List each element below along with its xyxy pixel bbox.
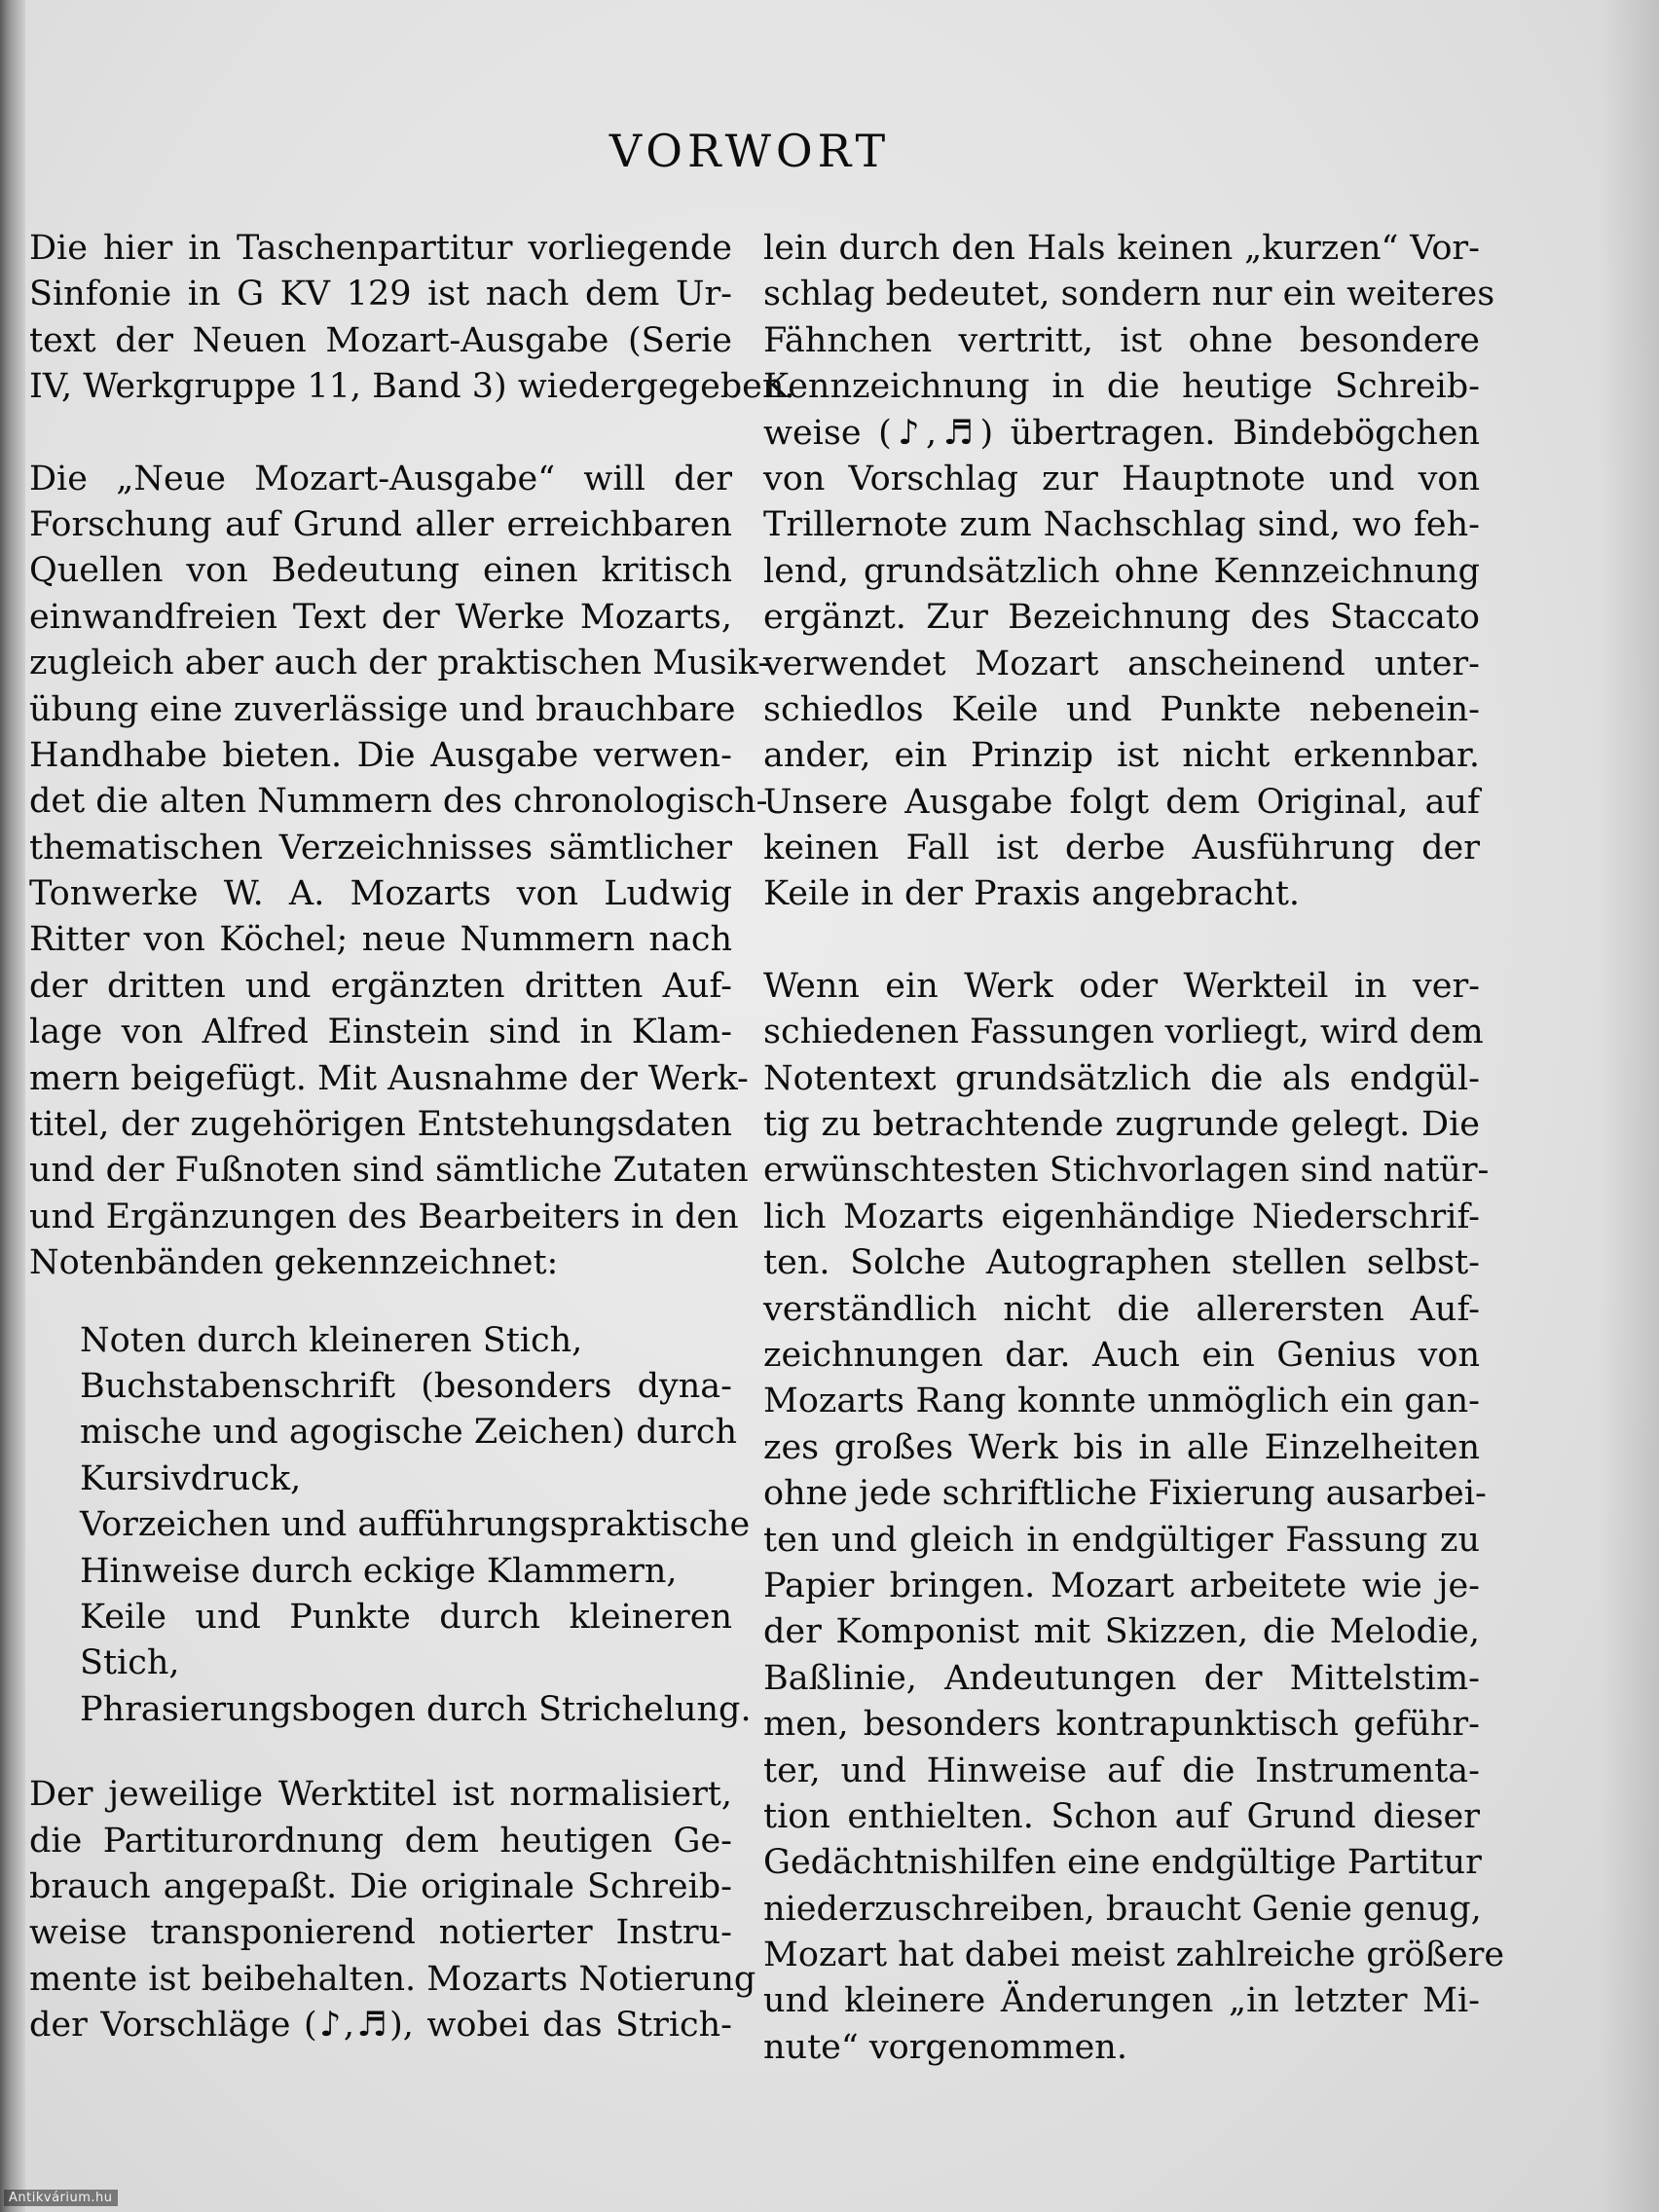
text-line: Trillernote zum Nachschlag sind, wo feh- [763,505,1480,545]
text-line: Papier bringen. Mozart arbeitete wie je- [763,1566,1480,1605]
text-line: det die alten Nummern des chronologisch- [29,782,768,822]
text-line: text der Neuen Mozart-Ausgabe (Serie [29,320,732,360]
list-item [80,1364,738,1502]
right-column [763,226,1505,2117]
text-line: Unsere Ausgabe folgt dem Original, auf [763,782,1480,822]
text-line: Mozart hat dabei meist zahlreiche größere [763,1936,1505,1975]
text-line: ter, und Hinweise auf die Instrumenta- [763,1751,1480,1790]
text-line: nute“ vorgenommen. [763,2027,1127,2067]
text-line: der Komponist mit Skizzen, die Melodie, [763,1612,1480,1652]
text-line: Keile und Punkte durch kleineren [80,1597,732,1637]
text-line: Kursivdruck, [80,1458,302,1498]
paragraph-work-title [29,1772,756,2048]
text-line: tig zu betrachtende zugrunde gelegt. Die [763,1105,1480,1145]
marking-conventions-list [29,1318,752,1734]
page-title: VORWORT [608,125,891,177]
text-line: brauch angepaßt. Die originale Schreib- [29,1866,732,1906]
text-line: übung eine zuverlässige und brauchbare [29,689,736,729]
paragraph-versions [763,964,1505,2071]
text-line: Forschung auf Grund aller erreichbaren [29,504,732,544]
text-line: keinen Fall ist derbe Ausführung der [763,829,1480,868]
text-line: verständlich nicht die allerersten Auf- [763,1289,1480,1329]
text-line: zes großes Werk bis in alle Einzelheiten [763,1427,1480,1467]
text-line: Gedächtnishilfen eine endgültige Partitur [763,1843,1482,1883]
page-binding-edge [0,0,25,2212]
list-item [80,1687,752,1733]
text-line: verwendet Mozart anscheinend unter- [763,644,1480,683]
text-line: zugleich aber auch der praktischen Musik- [29,644,770,683]
text-line: tion enthielten. Schon auf Grund dieser [763,1796,1480,1836]
text-line: mente ist beibehalten. Mozarts Notierung [29,1959,756,1999]
text-line: mern beigefügt. Mit Ausnahme der Werk- [29,1058,749,1098]
text-line: und kleinere Änderungen „in letzter Mi- [763,1981,1480,2021]
text-line: der dritten und ergänzten dritten Auf- [29,966,732,1006]
left-column [29,226,795,2094]
text-line: ten. Solche Autographen stellen selbst- [763,1243,1480,1283]
text-line: Keile in der Praxis angebracht. [763,874,1301,914]
paragraph-intro [29,226,795,411]
text-line: und Ergänzungen des Bearbeiters in den [29,1197,739,1236]
list-item [80,1318,732,1364]
page-shadow-edge [1601,0,1659,2212]
text-line: Vorzeichen und aufführungspraktische [80,1505,751,1545]
text-line: Tonwerke W. A. Mozarts von Ludwig [29,874,732,914]
text-line: thematischen Verzeichnisses sämtlicher [29,828,732,867]
text-line: men, besonders kontrapunktisch geführ- [763,1705,1480,1745]
text-line: und der Fußnoten sind sämtliche Zutaten [29,1151,749,1191]
watermark: Antikvárium.hu [4,2190,118,2206]
text-line: ergänzt. Zur Bezeichnung des Staccato [763,598,1480,638]
text-line: zeichnungen dar. Auch ein Genius von [763,1335,1480,1375]
text-line: Notentext grundsätzlich die als endgül- [763,1058,1480,1098]
text-line: IV, Werkgruppe 11, Band 3) wiedergegeben. [29,367,795,407]
text-line: schiedenen Fassungen vorliegt, wird dem [763,1013,1484,1052]
text-line: schiedlos Keile und Punkte nebenein- [763,689,1480,729]
text-line: Mozarts Rang konnte unmöglich ein gan- [763,1382,1480,1421]
text-line: lend, grundsätzlich ohne Kennzeichnung [763,551,1480,591]
paragraph-grace-notes [763,226,1495,918]
text-line: Wenn ein Werk oder Werkteil in ver- [763,966,1480,1006]
text-line: einwandfreien Text der Werke Mozarts, [29,597,732,637]
paragraph-edition-principles [29,457,770,1287]
text-line: Buchstabenschrift (besonders dyna- [80,1366,732,1406]
text-line: Baßlinie, Andeutungen der Mittelstim- [763,1658,1480,1698]
list-item [80,1502,751,1595]
text-line: Noten durch kleineren Stich, [80,1320,583,1360]
text-line: die Partiturordnung dem heutigen Ge- [29,1821,732,1861]
text-line: ander, ein Prinzip ist nicht erkennbar. [763,736,1480,776]
text-line: Quellen von Bedeutung einen kritisch [29,551,732,591]
text-line: Die „Neue Mozart-Ausgabe“ will der [29,459,732,498]
text-line: weise (♪,♬) übertragen. Bindebögchen [763,413,1480,453]
text-line: Hinweise durch eckige Klammern, [80,1551,678,1591]
text-line: lich Mozarts eigenhändige Niederschrif- [763,1197,1480,1236]
text-line: Sinfonie in G KV 129 ist nach dem Ur- [29,275,732,314]
text-line: mische und agogische Zeichen) durch [80,1413,738,1453]
text-line: Kennzeichnung in die heutige Schreib- [763,367,1480,407]
text-line: Ritter von Köchel; neue Nummern nach [29,920,732,960]
text-line: Der jeweilige Werktitel ist normalisiert, [29,1775,732,1815]
text-line: der Vorschläge (♪,♬), wobei das Strich- [29,2006,732,2046]
text-line: schlag bedeutet, sondern nur ein weiteres [763,275,1495,314]
text-line: Phrasierungsbogen durch Strichelung. [80,1689,752,1729]
text-line: titel, der zugehörigen Entstehungsdaten [29,1105,732,1145]
text-line: erwünschtesten Stichvorlagen sind natür- [763,1151,1490,1191]
text-line: Notenbänden gekennzeichnet: [29,1243,559,1283]
text-line: von Vorschlag zur Hauptnote und von [763,459,1480,498]
text-line: Handhabe bieten. Die Ausgabe verwen- [29,735,732,775]
text-line: lein durch den Hals keinen „kurzen“ Vor- [763,229,1480,268]
text-line: lage von Alfred Einstein sind in Klam- [29,1013,732,1052]
text-line: ten und gleich in endgültiger Fassung zu [763,1520,1480,1560]
list-item [80,1595,732,1687]
text-line: weise transponierend notierter Instru- [29,1913,732,1953]
text-line: niederzuschreiben, braucht Genie genug, [763,1889,1482,1929]
text-line: Die hier in Taschenpartitur vorliegende [29,229,732,268]
text-line: Fähnchen vertritt, ist ohne besondere [763,320,1480,360]
text-line: ohne jede schriftliche Fixierung ausarbei- [763,1474,1487,1514]
text-line: Stich, [80,1643,180,1683]
